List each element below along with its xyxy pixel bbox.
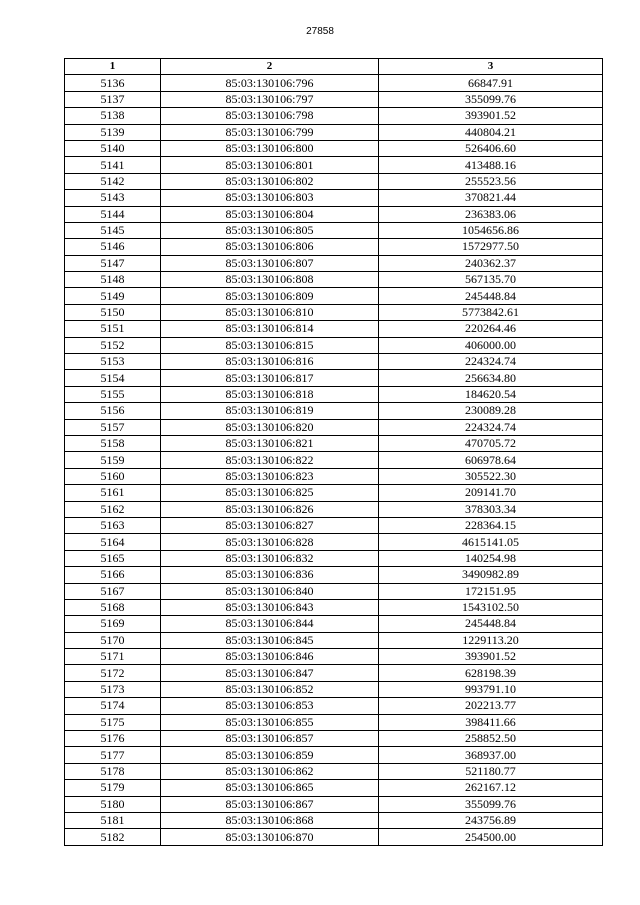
value-cell: 258852.50 [379, 731, 603, 747]
cadastral-number-cell: 85:03:130106:801 [161, 157, 379, 173]
value-cell: 228364.15 [379, 517, 603, 533]
value-cell: 368937.00 [379, 747, 603, 763]
table-row [65, 354, 603, 370]
value-cell: 521180.77 [379, 763, 603, 779]
table-row [65, 714, 603, 730]
value-cell: 245448.84 [379, 288, 603, 304]
cadastral-number-cell: 85:03:130106:827 [161, 517, 379, 533]
row-number-cell: 5176 [65, 731, 161, 747]
table-row [65, 435, 603, 451]
table-row [65, 485, 603, 501]
cadastral-number-cell: 85:03:130106:847 [161, 665, 379, 681]
table-row [65, 747, 603, 763]
value-cell: 184620.54 [379, 386, 603, 402]
row-number-cell: 5163 [65, 517, 161, 533]
table-row [65, 206, 603, 222]
row-number-cell: 5166 [65, 567, 161, 583]
value-cell: 526406.60 [379, 140, 603, 156]
row-number-cell: 5181 [65, 812, 161, 828]
cadastral-number-cell: 85:03:130106:799 [161, 124, 379, 140]
table-row [65, 239, 603, 255]
cadastral-number-cell: 85:03:130106:816 [161, 354, 379, 370]
table-row [65, 386, 603, 402]
table-row [65, 583, 603, 599]
column-header-3: 3 [379, 59, 603, 75]
value-cell: 440804.21 [379, 124, 603, 140]
value-cell: 209141.70 [379, 485, 603, 501]
value-cell: 393901.52 [379, 649, 603, 665]
cadastral-number-cell: 85:03:130106:815 [161, 337, 379, 353]
value-cell: 4615141.05 [379, 534, 603, 550]
table-row [65, 91, 603, 107]
table-row [65, 173, 603, 189]
table-row [65, 681, 603, 697]
cadastral-number-cell: 85:03:130106:826 [161, 501, 379, 517]
row-number-cell: 5173 [65, 681, 161, 697]
value-cell: 66847.91 [379, 75, 603, 91]
cadastral-number-cell: 85:03:130106:870 [161, 829, 379, 845]
table-row [65, 403, 603, 419]
row-number-cell: 5175 [65, 714, 161, 730]
value-cell: 393901.52 [379, 108, 603, 124]
table-row [65, 812, 603, 828]
cadastral-number-cell: 85:03:130106:810 [161, 304, 379, 320]
table-row [65, 272, 603, 288]
table-row [65, 370, 603, 386]
row-number-cell: 5165 [65, 550, 161, 566]
row-number-cell: 5164 [65, 534, 161, 550]
cadastral-number-cell: 85:03:130106:822 [161, 452, 379, 468]
row-number-cell: 5146 [65, 239, 161, 255]
value-cell: 3490982.89 [379, 567, 603, 583]
row-number-cell: 5179 [65, 780, 161, 796]
value-cell: 202213.77 [379, 698, 603, 714]
cadastral-number-cell: 85:03:130106:853 [161, 698, 379, 714]
value-cell: 606978.64 [379, 452, 603, 468]
row-number-cell: 5161 [65, 485, 161, 501]
value-cell: 230089.28 [379, 403, 603, 419]
row-number-cell: 5168 [65, 599, 161, 615]
value-cell: 1543102.50 [379, 599, 603, 615]
row-number-cell: 5162 [65, 501, 161, 517]
cadastral-number-cell: 85:03:130106:803 [161, 190, 379, 206]
cadastral-number-cell: 85:03:130106:819 [161, 403, 379, 419]
cadastral-number-cell: 85:03:130106:828 [161, 534, 379, 550]
row-number-cell: 5147 [65, 255, 161, 271]
cadastral-number-cell: 85:03:130106:798 [161, 108, 379, 124]
table-row [65, 190, 603, 206]
table-row [65, 288, 603, 304]
cadastral-number-cell: 85:03:130106:807 [161, 255, 379, 271]
value-cell: 236383.06 [379, 206, 603, 222]
row-number-cell: 5152 [65, 337, 161, 353]
cadastral-number-cell: 85:03:130106:845 [161, 632, 379, 648]
value-cell: 628198.39 [379, 665, 603, 681]
row-number-cell: 5145 [65, 222, 161, 238]
value-cell: 378303.34 [379, 501, 603, 517]
data-table [64, 58, 603, 846]
table-row [65, 796, 603, 812]
value-cell: 240362.37 [379, 255, 603, 271]
table-row [65, 665, 603, 681]
table-row [65, 649, 603, 665]
cadastral-number-cell: 85:03:130106:865 [161, 780, 379, 796]
row-number-cell: 5157 [65, 419, 161, 435]
cadastral-number-cell: 85:03:130106:855 [161, 714, 379, 730]
row-number-cell: 5158 [65, 435, 161, 451]
value-cell: 567135.70 [379, 272, 603, 288]
cadastral-number-cell: 85:03:130106:840 [161, 583, 379, 599]
value-cell: 355099.76 [379, 91, 603, 107]
table-row [65, 304, 603, 320]
row-number-cell: 5159 [65, 452, 161, 468]
column-header-1: 1 [65, 59, 161, 75]
row-number-cell: 5160 [65, 468, 161, 484]
cadastral-number-cell: 85:03:130106:800 [161, 140, 379, 156]
cadastral-number-cell: 85:03:130106:814 [161, 321, 379, 337]
cadastral-number-cell: 85:03:130106:867 [161, 796, 379, 812]
table-row [65, 255, 603, 271]
table-row [65, 419, 603, 435]
row-number-cell: 5174 [65, 698, 161, 714]
row-number-cell: 5139 [65, 124, 161, 140]
cadastral-number-cell: 85:03:130106:797 [161, 91, 379, 107]
value-cell: 224324.74 [379, 354, 603, 370]
value-cell: 255523.56 [379, 173, 603, 189]
value-cell: 355099.76 [379, 796, 603, 812]
table-row [65, 567, 603, 583]
value-cell: 254500.00 [379, 829, 603, 845]
row-number-cell: 5136 [65, 75, 161, 91]
value-cell: 172151.95 [379, 583, 603, 599]
value-cell: 993791.10 [379, 681, 603, 697]
row-number-cell: 5138 [65, 108, 161, 124]
row-number-cell: 5156 [65, 403, 161, 419]
row-number-cell: 5169 [65, 616, 161, 632]
row-number-cell: 5154 [65, 370, 161, 386]
value-cell: 413488.16 [379, 157, 603, 173]
value-cell: 256634.80 [379, 370, 603, 386]
row-number-cell: 5143 [65, 190, 161, 206]
table-row [65, 632, 603, 648]
cadastral-number-cell: 85:03:130106:836 [161, 567, 379, 583]
table-row [65, 501, 603, 517]
cadastral-number-cell: 85:03:130106:802 [161, 173, 379, 189]
table-row [65, 731, 603, 747]
cadastral-number-cell: 85:03:130106:857 [161, 731, 379, 747]
table-header [65, 59, 603, 75]
row-number-cell: 5137 [65, 91, 161, 107]
cadastral-number-cell: 85:03:130106:805 [161, 222, 379, 238]
table-row [65, 780, 603, 796]
value-cell: 243756.89 [379, 812, 603, 828]
table-row [65, 550, 603, 566]
cadastral-number-cell: 85:03:130106:804 [161, 206, 379, 222]
table-row [65, 108, 603, 124]
cadastral-number-cell: 85:03:130106:843 [161, 599, 379, 615]
cadastral-number-cell: 85:03:130106:852 [161, 681, 379, 697]
value-cell: 224324.74 [379, 419, 603, 435]
row-number-cell: 5170 [65, 632, 161, 648]
table-row [65, 468, 603, 484]
value-cell: 370821.44 [379, 190, 603, 206]
value-cell: 5773842.61 [379, 304, 603, 320]
value-cell: 398411.66 [379, 714, 603, 730]
cadastral-number-cell: 85:03:130106:796 [161, 75, 379, 91]
row-number-cell: 5148 [65, 272, 161, 288]
row-number-cell: 5180 [65, 796, 161, 812]
cadastral-number-cell: 85:03:130106:846 [161, 649, 379, 665]
row-number-cell: 5172 [65, 665, 161, 681]
cadastral-number-cell: 85:03:130106:825 [161, 485, 379, 501]
page-number: 27858 [306, 26, 334, 37]
cadastral-number-cell: 85:03:130106:844 [161, 616, 379, 632]
cadastral-number-cell: 85:03:130106:817 [161, 370, 379, 386]
value-cell: 1229113.20 [379, 632, 603, 648]
value-cell: 140254.98 [379, 550, 603, 566]
value-cell: 406000.00 [379, 337, 603, 353]
row-number-cell: 5155 [65, 386, 161, 402]
value-cell: 262167.12 [379, 780, 603, 796]
table-row [65, 763, 603, 779]
cadastral-number-cell: 85:03:130106:820 [161, 419, 379, 435]
table-row [65, 337, 603, 353]
table-row [65, 140, 603, 156]
row-number-cell: 5153 [65, 354, 161, 370]
table-row [65, 534, 603, 550]
table-body [65, 75, 603, 845]
table-row [65, 157, 603, 173]
cadastral-number-cell: 85:03:130106:809 [161, 288, 379, 304]
row-number-cell: 5177 [65, 747, 161, 763]
row-number-cell: 5150 [65, 304, 161, 320]
value-cell: 470705.72 [379, 435, 603, 451]
table-row [65, 222, 603, 238]
table-row [65, 517, 603, 533]
row-number-cell: 5171 [65, 649, 161, 665]
table-row [65, 321, 603, 337]
cadastral-number-cell: 85:03:130106:823 [161, 468, 379, 484]
table-row [65, 452, 603, 468]
row-number-cell: 5140 [65, 140, 161, 156]
cadastral-number-cell: 85:03:130106:862 [161, 763, 379, 779]
cadastral-number-cell: 85:03:130106:806 [161, 239, 379, 255]
table-row [65, 75, 603, 91]
cadastral-number-cell: 85:03:130106:868 [161, 812, 379, 828]
table-row [65, 698, 603, 714]
cadastral-number-cell: 85:03:130106:859 [161, 747, 379, 763]
table-row [65, 829, 603, 845]
cadastral-number-cell: 85:03:130106:818 [161, 386, 379, 402]
row-number-cell: 5142 [65, 173, 161, 189]
value-cell: 245448.84 [379, 616, 603, 632]
table-row [65, 616, 603, 632]
row-number-cell: 5144 [65, 206, 161, 222]
row-number-cell: 5151 [65, 321, 161, 337]
value-cell: 1572977.50 [379, 239, 603, 255]
table-row [65, 599, 603, 615]
cadastral-number-cell: 85:03:130106:808 [161, 272, 379, 288]
column-header-2: 2 [161, 59, 379, 75]
row-number-cell: 5182 [65, 829, 161, 845]
value-cell: 220264.46 [379, 321, 603, 337]
row-number-cell: 5141 [65, 157, 161, 173]
table-row [65, 124, 603, 140]
cadastral-number-cell: 85:03:130106:832 [161, 550, 379, 566]
cadastral-number-cell: 85:03:130106:821 [161, 435, 379, 451]
value-cell: 1054656.86 [379, 222, 603, 238]
row-number-cell: 5149 [65, 288, 161, 304]
value-cell: 305522.30 [379, 468, 603, 484]
row-number-cell: 5178 [65, 763, 161, 779]
row-number-cell: 5167 [65, 583, 161, 599]
header-row [65, 59, 603, 75]
